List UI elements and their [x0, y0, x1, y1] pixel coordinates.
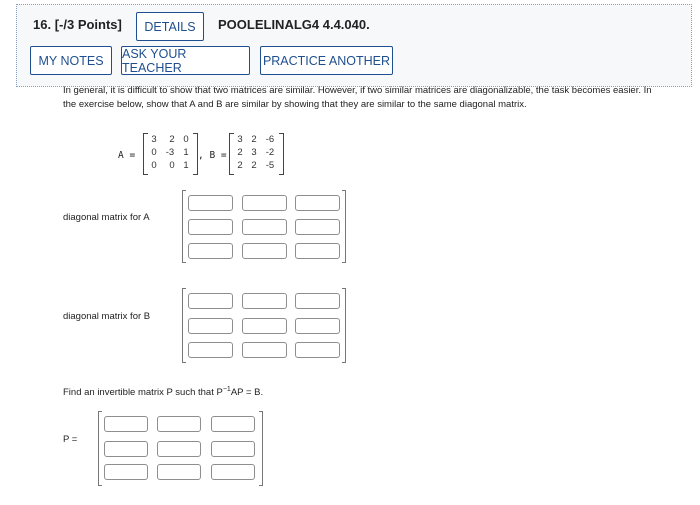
matrix-a-cell: 0 — [151, 160, 157, 171]
matrix-b-label: , B = — [198, 150, 227, 161]
diag-b-label: diagonal matrix for B — [63, 311, 151, 322]
diag-b-entry-input[interactable] — [295, 318, 340, 334]
practice-another-button[interactable] — [260, 46, 393, 75]
diag-a-entry-input[interactable] — [295, 195, 340, 211]
p-entry-input[interactable] — [157, 441, 201, 457]
p-entry-input[interactable] — [211, 416, 255, 432]
diag-b-entry-input[interactable] — [242, 318, 287, 334]
p-entry-input[interactable] — [211, 441, 255, 457]
diag-a-entry-input[interactable] — [295, 219, 340, 235]
matrix-b-cell: 2 — [237, 160, 243, 171]
diag-b-left-bracket — [182, 288, 186, 363]
diag-b-entry-input[interactable] — [188, 318, 233, 334]
find-p-text: Find an invertible matrix P such that P — [63, 387, 223, 399]
diag-a-left-bracket — [182, 190, 186, 263]
ask-teacher-button[interactable] — [121, 46, 250, 75]
p-entry-input[interactable] — [104, 441, 148, 457]
matrix-b-right-bracket — [279, 133, 284, 175]
question-number-value: 16. — [33, 17, 52, 32]
diag-a-entry-input[interactable] — [242, 195, 287, 211]
details-button[interactable] — [136, 12, 204, 41]
my-notes-button[interactable] — [30, 46, 112, 75]
diag-a-entry-input[interactable] — [242, 243, 287, 259]
matrix-b-cell: 3 — [237, 134, 243, 145]
diag-b-entry-input[interactable] — [188, 342, 233, 358]
find-p-tail: AP = B. — [230, 387, 264, 399]
diag-b-entry-input[interactable] — [242, 293, 287, 309]
matrix-b-cell: 2 — [251, 134, 257, 145]
find-p-superscript: −1 — [222, 386, 231, 393]
question-number — [33, 17, 122, 32]
p-entry-input[interactable] — [104, 464, 148, 480]
ask-teacher-label: ASK YOUR TEACHER — [122, 46, 187, 75]
matrix-b-cell: 2 — [237, 147, 243, 158]
diag-a-label: diagonal matrix for A — [63, 212, 150, 223]
matrix-a-cell: 2 — [169, 134, 175, 145]
diag-b-entry-input[interactable] — [295, 342, 340, 358]
matrix-b-cell: 2 — [251, 160, 257, 171]
matrix-b-cell: -6 — [265, 134, 275, 145]
diag-b-right-bracket — [342, 288, 346, 363]
matrix-a-cell: 0 — [151, 147, 157, 158]
matrix-a-cell: 1 — [183, 147, 189, 158]
matrix-b-cell: -2 — [265, 147, 275, 158]
matrix-a-cell: 1 — [183, 160, 189, 171]
diag-b-entry-input[interactable] — [188, 293, 233, 309]
p-entry-input[interactable] — [211, 464, 255, 480]
matrix-a-label: A = — [118, 150, 136, 161]
question-code: POOLELINALG4 4.4.040. — [218, 17, 370, 32]
diag-a-right-bracket — [342, 190, 346, 263]
matrix-a-cell: -3 — [165, 147, 175, 158]
p-left-bracket — [98, 411, 102, 486]
p-entry-input[interactable] — [157, 416, 201, 432]
practice-another-label: PRACTICE ANOTHER — [262, 53, 391, 68]
matrix-a-cell: 0 — [169, 160, 175, 171]
find-p-instruction — [63, 386, 263, 398]
question-points: [-/3 Points] — [54, 17, 122, 32]
matrix-a-cell: 0 — [183, 134, 189, 145]
diag-a-entry-input[interactable] — [188, 243, 233, 259]
matrix-a-cell: 3 — [151, 134, 157, 145]
intro-text: In general, it is difficult to show that two matrices are similar. However, if two similar matrices are diagonalizable, the task becomes easier. In the exercise below, show that A and B are similar by showing that they are similar to the same diagonal matrix. — [63, 85, 652, 110]
p-entry-input[interactable] — [104, 416, 148, 432]
p-right-bracket — [259, 411, 263, 486]
p-entry-input[interactable] — [157, 464, 201, 480]
p-label: P = — [63, 434, 78, 445]
matrix-b-cell: -5 — [265, 160, 275, 171]
diag-a-entry-input[interactable] — [188, 219, 233, 235]
diag-a-entry-input[interactable] — [188, 195, 233, 211]
diag-a-entry-input[interactable] — [242, 219, 287, 235]
matrix-b-cell: 3 — [251, 147, 257, 158]
diag-b-entry-input[interactable] — [242, 342, 287, 358]
my-notes-label: MY NOTES — [38, 53, 104, 68]
diag-b-entry-input[interactable] — [295, 293, 340, 309]
diag-a-entry-input[interactable] — [295, 243, 340, 259]
details-label: DETAILS — [144, 19, 196, 34]
